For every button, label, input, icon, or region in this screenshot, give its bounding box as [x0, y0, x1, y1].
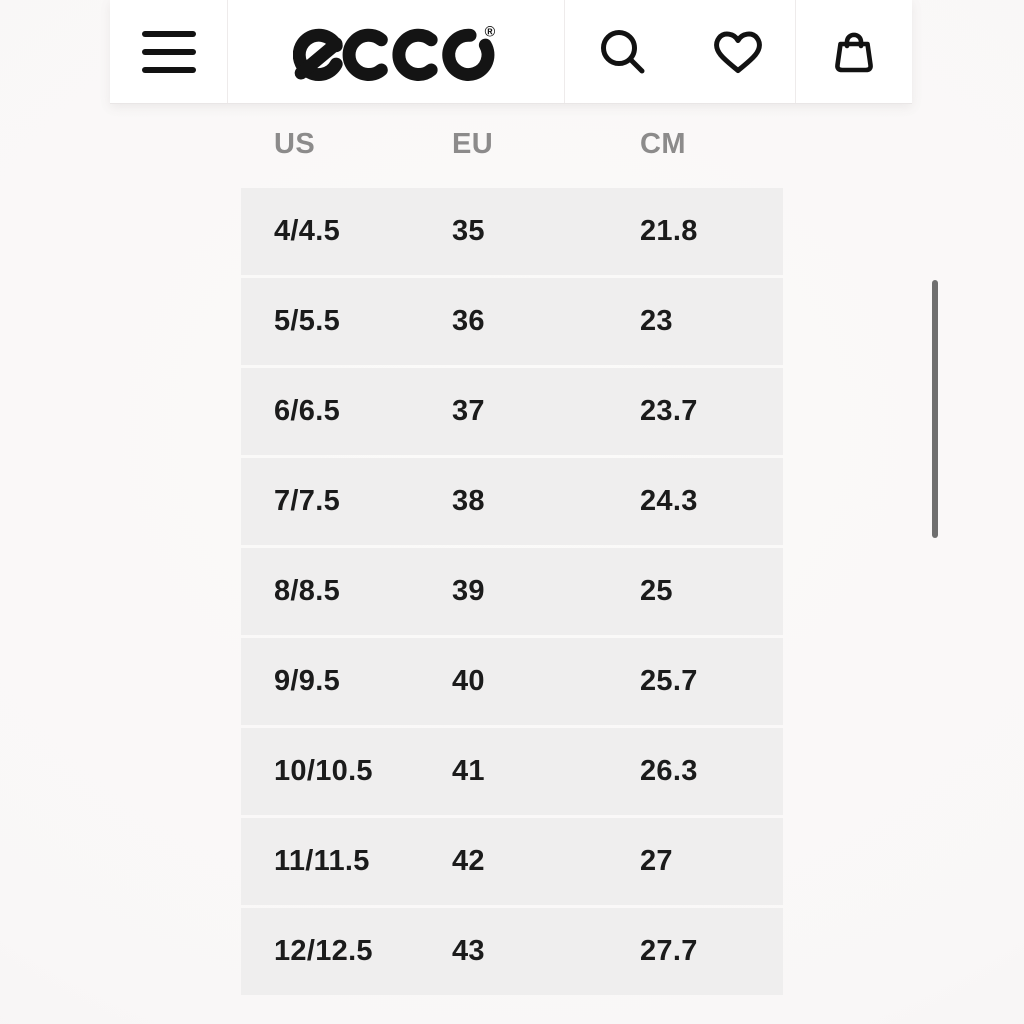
- size-chart-header-row: [241, 118, 783, 188]
- cell-us: 7/7.5: [274, 485, 340, 517]
- cell-us: 6/6.5: [274, 395, 340, 427]
- cell-eu: 39: [452, 575, 485, 607]
- cell-cm: 23: [640, 305, 673, 337]
- table-row: [241, 638, 783, 725]
- shopping-bag-icon: [830, 28, 878, 76]
- brand-logo-link[interactable]: [228, 0, 564, 103]
- cell-cm: 26.3: [640, 755, 698, 787]
- table-row: [241, 458, 783, 545]
- table-row: [241, 188, 783, 275]
- column-header-cm: CM: [640, 128, 686, 160]
- table-row: [241, 908, 783, 995]
- column-header-eu: EU: [452, 128, 494, 160]
- cell-eu: 43: [452, 935, 485, 967]
- heart-icon: [711, 28, 765, 76]
- cell-eu: 40: [452, 665, 485, 697]
- scrollbar-thumb[interactable]: [932, 280, 938, 538]
- search-icon: [599, 28, 647, 76]
- search-wishlist-section: [564, 0, 795, 103]
- cart-section: [795, 0, 912, 103]
- cell-eu: 38: [452, 485, 485, 517]
- logo-section: [227, 0, 564, 103]
- table-row: [241, 278, 783, 365]
- size-chart: [241, 118, 783, 998]
- cell-eu: 42: [452, 845, 485, 877]
- menu-section: [110, 0, 227, 103]
- wishlist-button[interactable]: [711, 28, 765, 76]
- cell-cm: 23.7: [640, 395, 698, 427]
- cell-cm: 27: [640, 845, 673, 877]
- table-row: [241, 728, 783, 815]
- registered-mark: ®: [484, 24, 496, 41]
- cell-eu: 41: [452, 755, 485, 787]
- menu-button[interactable]: [142, 31, 196, 73]
- cell-eu: 36: [452, 305, 485, 337]
- cell-cm: 25.7: [640, 665, 698, 697]
- column-header-us: US: [274, 128, 316, 160]
- cell-us: 10/10.5: [274, 755, 373, 787]
- ecco-logo-icon: [293, 22, 499, 82]
- table-row: [241, 818, 783, 905]
- app-bar: [110, 0, 912, 104]
- cell-us: 4/4.5: [274, 215, 340, 247]
- cell-us: 9/9.5: [274, 665, 340, 697]
- table-row: [241, 368, 783, 455]
- cell-cm: 27.7: [640, 935, 698, 967]
- cell-eu: 37: [452, 395, 485, 427]
- cell-us: 8/8.5: [274, 575, 340, 607]
- cell-us: 11/11.5: [274, 845, 370, 877]
- table-row: [241, 548, 783, 635]
- cell-us: 12/12.5: [274, 935, 373, 967]
- cell-us: 5/5.5: [274, 305, 340, 337]
- cell-cm: 21.8: [640, 215, 698, 247]
- cell-cm: 25: [640, 575, 673, 607]
- cell-eu: 35: [452, 215, 485, 247]
- hamburger-menu-icon: [142, 31, 196, 73]
- search-button[interactable]: [599, 28, 647, 76]
- cart-button[interactable]: [830, 28, 878, 76]
- cell-cm: 24.3: [640, 485, 698, 517]
